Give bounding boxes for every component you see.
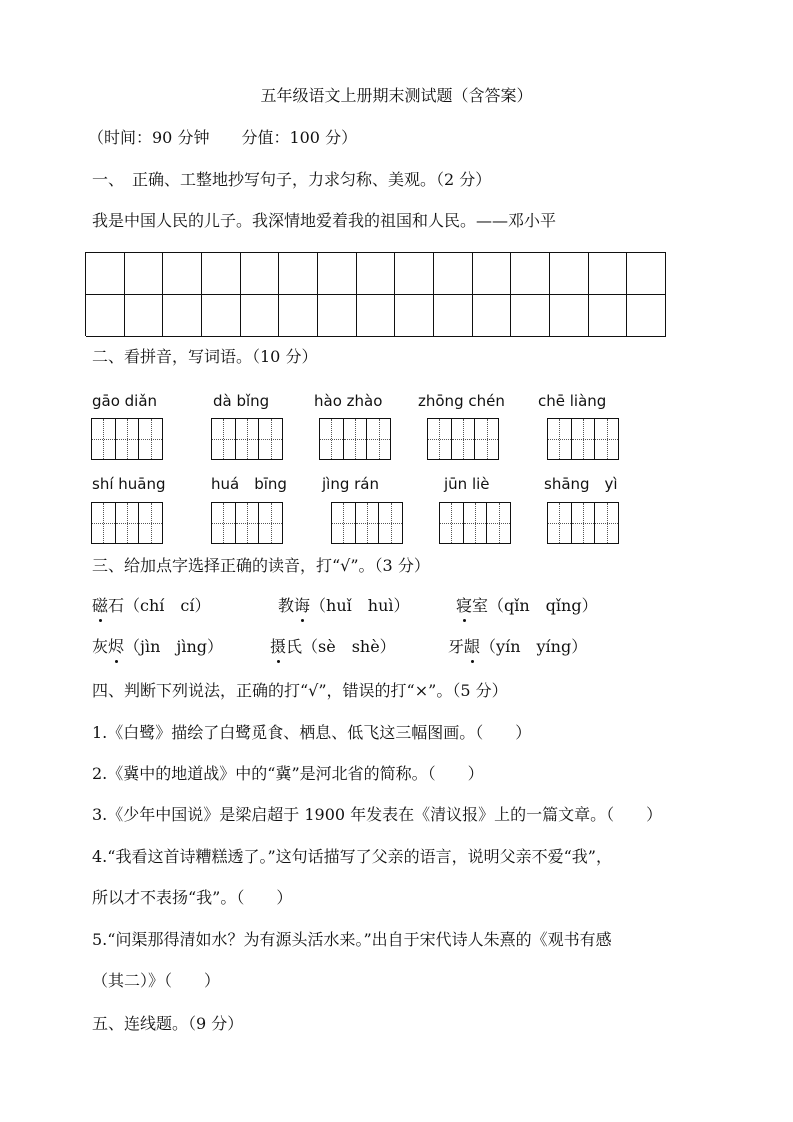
pinyin-9: jūn liè <box>444 475 490 493</box>
section3-heading: 三、给加点字选择正确的读音，打“√”。（3 分） <box>92 556 430 575</box>
word-box-2[interactable] <box>211 418 283 460</box>
reading-options: 石（chí cí） <box>108 596 211 615</box>
judge-question-4-line1: 4.“我看这首诗糟糕透了。”这句话描写了父亲的语言，说明父亲不爱“我”， <box>92 847 612 866</box>
reading-item-6 <box>448 637 587 657</box>
pinyin-7: huá bīng <box>211 475 287 493</box>
reading-item-2 <box>278 596 410 616</box>
copy-sentence: 我是中国人民的儿子。我深情地爱着我的祖国和人民。——邓小平 <box>92 211 557 230</box>
exam-meta: （时间：90 分钟 分值：100 分） <box>88 128 358 147</box>
grid-cell[interactable] <box>86 253 125 295</box>
section5-heading: 五、连线题。（9 分） <box>92 1014 244 1033</box>
grid-cell[interactable] <box>511 253 550 295</box>
plain-char: 灰 <box>92 637 109 656</box>
word-box-10[interactable] <box>547 502 619 544</box>
word-box-4[interactable] <box>427 418 499 460</box>
judge-question-5-line2: （其二）》（ ） <box>92 971 221 990</box>
grid-cell[interactable] <box>434 253 473 295</box>
pinyin-1: gāo diǎn <box>92 392 158 410</box>
pinyin-4: zhōng chén <box>418 392 505 410</box>
grid-cell[interactable] <box>202 253 241 295</box>
judge-question-5-line1: 5.“问渠那得清如水？为有源头活水来。”出自于宋代诗人朱熹的《观书有感 <box>92 930 612 949</box>
grid-cell[interactable] <box>86 295 125 337</box>
grid-cell[interactable] <box>511 295 550 337</box>
grid-cell[interactable] <box>627 295 666 337</box>
grid-cell[interactable] <box>163 253 202 295</box>
dotted-char: 龈 <box>464 637 481 656</box>
grid-cell[interactable] <box>318 253 357 295</box>
reading-item-3 <box>456 596 598 616</box>
grid-cell[interactable] <box>125 295 164 337</box>
reading-item-1 <box>92 596 210 616</box>
grid-cell[interactable] <box>473 295 512 337</box>
plain-char: 牙 <box>448 637 465 656</box>
word-box-8[interactable] <box>331 502 403 544</box>
grid-cell[interactable] <box>357 295 396 337</box>
grid-cell[interactable] <box>434 295 473 337</box>
dotted-char: 诲 <box>294 596 311 615</box>
reading-item-5 <box>270 637 396 657</box>
dotted-char: 寝 <box>456 596 473 615</box>
reading-options: 室（qǐn qǐng） <box>472 596 598 615</box>
grid-cell[interactable] <box>279 253 318 295</box>
word-box-1[interactable] <box>91 418 163 460</box>
grid-cell[interactable] <box>318 295 357 337</box>
grid-cell[interactable] <box>202 295 241 337</box>
section2-heading: 二、看拼音，写词语。（10 分） <box>92 347 318 366</box>
word-box-5[interactable] <box>547 418 619 460</box>
grid-cell[interactable] <box>473 253 512 295</box>
pinyin-2: dà bǐng <box>213 392 270 410</box>
grid-cell[interactable] <box>163 295 202 337</box>
word-box-6[interactable] <box>91 502 163 544</box>
word-box-7[interactable] <box>211 502 283 544</box>
grid-cell[interactable] <box>241 295 280 337</box>
grid-cell[interactable] <box>589 295 628 337</box>
section1-heading: 一、 正确、工整地抄写句子，力求匀称、美观。（2 分） <box>92 170 492 189</box>
pinyin-6: shí huāng <box>92 475 166 493</box>
grid-cell[interactable] <box>357 253 396 295</box>
grid-cell[interactable] <box>550 295 589 337</box>
reading-options: （jìn jìng） <box>124 637 224 656</box>
pinyin-5: chē liàng <box>538 392 607 410</box>
reading-options: 氏（sè shè） <box>286 637 396 656</box>
section4-heading: 四、判断下列说法，正确的打“√”，错误的打“×”。（5 分） <box>92 681 508 700</box>
grid-cell[interactable] <box>241 253 280 295</box>
judge-question-3: 3.《少年中国说》是梁启超于 1900 年发表在《清议报》上的一篇文章。（ ） <box>92 805 663 824</box>
reading-options: （yín yíng） <box>480 637 588 656</box>
pinyin-8: jìng rán <box>322 475 379 493</box>
word-box-3[interactable] <box>319 418 391 460</box>
grid-cell[interactable] <box>550 253 589 295</box>
grid-cell[interactable] <box>279 295 318 337</box>
grid-cell[interactable] <box>627 253 666 295</box>
grid-cell[interactable] <box>395 295 434 337</box>
reading-options: （huǐ huì） <box>310 596 410 615</box>
judge-question-1: 1.《白鹭》描绘了白鹭觅食、栖息、低飞这三幅图画。（ ） <box>92 723 532 742</box>
word-box-9[interactable] <box>439 502 511 544</box>
judge-question-4-line2: 所以才不表扬“我”。（ ） <box>92 888 293 907</box>
grid-cell[interactable] <box>125 253 164 295</box>
grid-cell[interactable] <box>395 253 434 295</box>
dotted-char: 烬 <box>108 637 125 656</box>
reading-item-4 <box>92 637 223 657</box>
judge-question-2: 2.《冀中的地道战》中的“冀”是河北省的简称。（ ） <box>92 764 484 783</box>
copy-grid[interactable] <box>85 252 666 336</box>
grid-cell[interactable] <box>589 253 628 295</box>
page-title: 五年级语文上册期末测试题（含答案） <box>260 86 533 105</box>
plain-char: 教 <box>278 596 295 615</box>
dotted-char: 磁 <box>92 596 109 615</box>
pinyin-10: shāng yì <box>544 475 618 493</box>
pinyin-3: hào zhào <box>314 392 383 410</box>
dotted-char: 摄 <box>270 637 287 656</box>
